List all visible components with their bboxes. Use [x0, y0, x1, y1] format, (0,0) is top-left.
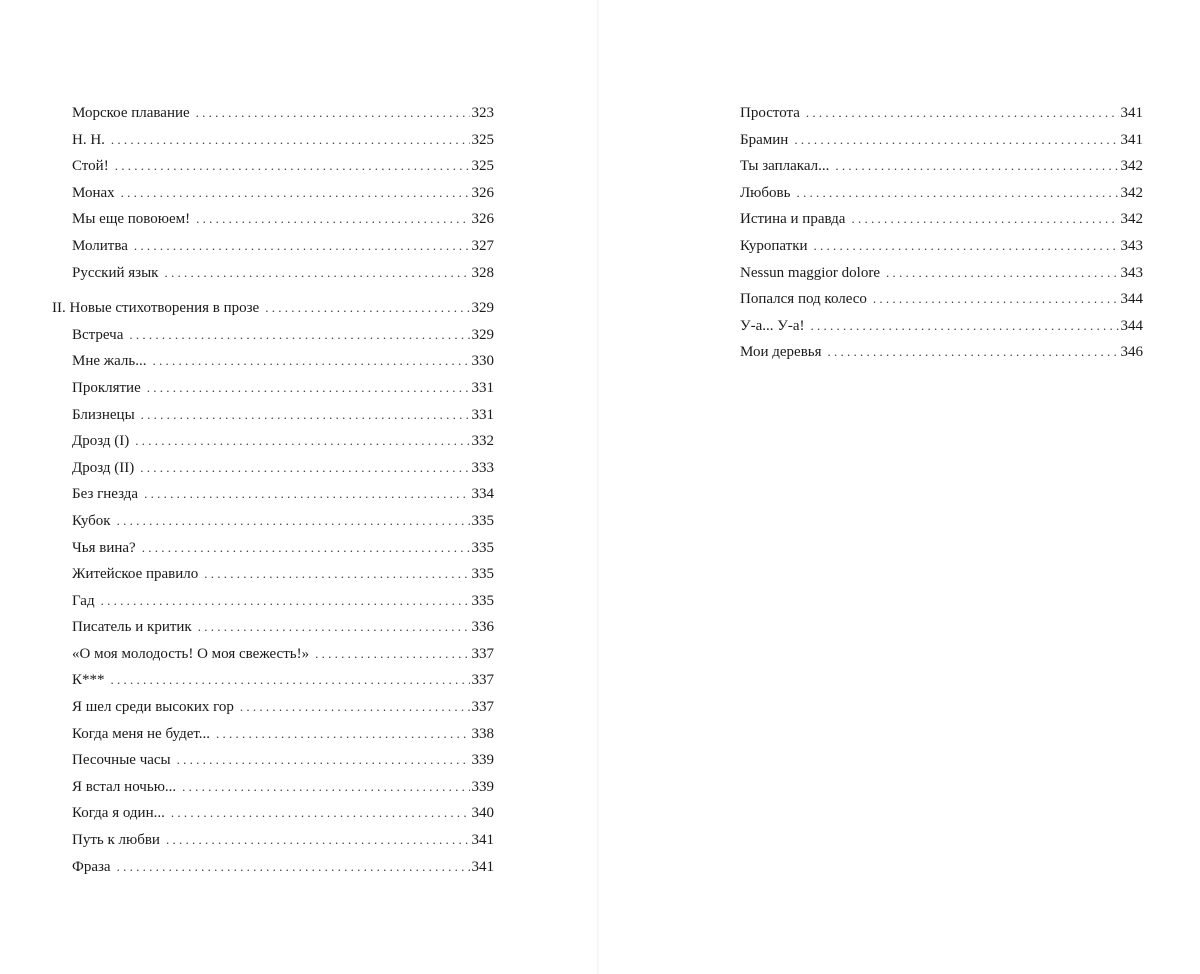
- toc-entry: [52, 233, 494, 260]
- toc-entry: [52, 774, 494, 801]
- toc-entry-title: Когда меня не будет...: [72, 725, 211, 742]
- toc-entry: [720, 100, 1143, 127]
- toc-dot-leader: [216, 721, 470, 748]
- toc-dot-leader: [182, 774, 470, 801]
- toc-dot-leader: [796, 180, 1119, 207]
- toc-entry: [52, 588, 494, 615]
- toc-dot-leader: [115, 153, 470, 180]
- toc-entry: [52, 535, 494, 562]
- toc-entry: [52, 800, 494, 827]
- toc-entry-title: Мне жаль...: [72, 353, 147, 370]
- right-page-toc: [720, 100, 1143, 366]
- toc-dot-leader: [265, 295, 470, 322]
- toc-entry-page-number: 329: [471, 300, 494, 317]
- toc-entry-title: Встреча: [72, 326, 124, 343]
- left-page-toc: [52, 100, 494, 880]
- toc-entry-page-number: 340: [471, 805, 494, 822]
- toc-entry-title: II. Новые стихотворения в прозе: [52, 300, 260, 317]
- toc-dot-leader: [851, 206, 1119, 233]
- toc-dot-leader: [886, 260, 1119, 287]
- toc-dot-leader: [135, 428, 470, 455]
- toc-entry: [720, 339, 1143, 366]
- toc-entry-page-number: 329: [471, 326, 494, 343]
- toc-dot-leader: [171, 800, 470, 827]
- toc-entry-title: Брамин: [740, 131, 789, 148]
- toc-entry: [52, 100, 494, 127]
- toc-entry-title: Я встал ночью...: [72, 778, 177, 795]
- toc-dot-leader: [144, 481, 470, 508]
- toc-dot-leader: [204, 561, 470, 588]
- toc-entry-page-number: 342: [1120, 211, 1143, 228]
- toc-entry-page-number: 326: [471, 184, 494, 201]
- toc-entry-title: Проклятие: [72, 379, 141, 396]
- toc-dot-leader: [166, 827, 470, 854]
- toc-entry-page-number: 328: [471, 264, 494, 281]
- toc-dot-leader: [117, 854, 470, 881]
- toc-entry-page-number: 335: [471, 539, 494, 556]
- toc-entry: [52, 153, 494, 180]
- toc-entry-title: Дрозд (I): [72, 433, 130, 450]
- toc-entry-page-number: 331: [471, 379, 494, 396]
- toc-entry: [52, 827, 494, 854]
- toc-dot-leader: [240, 694, 470, 721]
- page-gutter: [597, 0, 599, 974]
- toc-entry-title: Истина и правда: [740, 211, 846, 228]
- toc-entry: [52, 641, 494, 668]
- toc-entry-page-number: 341: [471, 832, 494, 849]
- toc-dot-leader: [835, 153, 1119, 180]
- toc-entry-page-number: 338: [471, 725, 494, 742]
- toc-entry-title: К***: [72, 672, 105, 689]
- toc-entry-page-number: 343: [1120, 237, 1143, 254]
- toc-dot-leader: [121, 180, 470, 207]
- toc-entry-page-number: 332: [471, 433, 494, 450]
- toc-entry-page-number: 325: [471, 131, 494, 148]
- toc-entry-title: Дрозд (II): [72, 459, 135, 476]
- toc-entry-title: Ты заплакал...: [740, 158, 830, 175]
- toc-entry-page-number: 339: [471, 778, 494, 795]
- toc-entry-page-number: 331: [471, 406, 494, 423]
- toc-dot-leader: [198, 614, 470, 641]
- toc-entry: [52, 721, 494, 748]
- toc-dot-leader: [111, 667, 470, 694]
- toc-entry: [52, 375, 494, 402]
- toc-dot-leader: [141, 402, 470, 429]
- toc-entry-page-number: 326: [471, 211, 494, 228]
- toc-entry-title: Морское плавание: [72, 105, 190, 121]
- toc-dot-leader: [164, 260, 470, 287]
- toc-dot-leader: [315, 641, 470, 668]
- toc-entry-page-number: 327: [471, 237, 494, 254]
- toc-entry: [720, 286, 1143, 313]
- toc-entry-title: Когда я один...: [72, 805, 165, 822]
- toc-entry-title: Монах: [72, 184, 115, 201]
- toc-entry-title: Мои деревья: [740, 344, 822, 361]
- toc-entry: [52, 348, 494, 375]
- toc-entry-page-number: 341: [1120, 131, 1143, 148]
- toc-entry-title: Кубок: [72, 512, 111, 529]
- toc-dot-leader: [196, 100, 470, 127]
- toc-entry-page-number: 323: [471, 105, 494, 121]
- toc-entry: [720, 153, 1143, 180]
- toc-entry-page-number: 335: [471, 592, 494, 609]
- toc-dot-leader: [142, 535, 470, 562]
- toc-entry-title: Простота: [740, 105, 800, 121]
- toc-entry: [52, 180, 494, 207]
- toc-dot-leader: [129, 322, 470, 349]
- toc-entry-title: Без гнезда: [72, 486, 139, 503]
- toc-entry-page-number: 341: [1120, 105, 1143, 121]
- toc-entry-page-number: 343: [1120, 264, 1143, 281]
- toc-entry-page-number: 334: [471, 486, 494, 503]
- toc-entry-page-number: 342: [1120, 158, 1143, 175]
- toc-entry-page-number: 330: [471, 353, 494, 370]
- toc-entry-title: Житейское правило: [72, 566, 199, 583]
- toc-section-heading: [52, 295, 494, 322]
- toc-entry: [720, 180, 1143, 207]
- toc-dot-leader: [147, 375, 470, 402]
- toc-entry-page-number: 337: [471, 699, 494, 716]
- toc-entry-title: У-а... У-а!: [740, 317, 805, 334]
- toc-entry: [52, 561, 494, 588]
- toc-dot-leader: [140, 455, 470, 482]
- toc-dot-leader: [828, 339, 1119, 366]
- toc-entry-page-number: 335: [471, 566, 494, 583]
- toc-entry-page-number: 342: [1120, 184, 1143, 201]
- toc-entry-title: Молитва: [72, 237, 128, 254]
- toc-entry-page-number: 335: [471, 512, 494, 529]
- toc-entry: [52, 747, 494, 774]
- toc-dot-leader: [811, 313, 1119, 340]
- toc-dot-leader: [111, 127, 470, 154]
- toc-entry-page-number: 339: [471, 752, 494, 769]
- toc-entry: [52, 455, 494, 482]
- toc-entry-title: Русский язык: [72, 264, 159, 281]
- toc-entry-title: Близнецы: [72, 406, 135, 423]
- toc-entry: [52, 481, 494, 508]
- toc-dot-leader: [134, 233, 470, 260]
- toc-entry: [52, 428, 494, 455]
- toc-dot-leader: [153, 348, 470, 375]
- toc-entry-page-number: 337: [471, 672, 494, 689]
- toc-entry: [52, 854, 494, 881]
- toc-entry-title: Мы еще повоюем!: [72, 211, 191, 228]
- toc-entry: [720, 313, 1143, 340]
- toc-entry-title: Я шел среди высоких гор: [72, 699, 234, 716]
- toc-entry-title: Стой!: [72, 158, 109, 175]
- toc-entry-title: «О моя молодость! О моя свежесть!»: [72, 645, 310, 662]
- toc-entry: [720, 233, 1143, 260]
- toc-dot-leader: [196, 206, 470, 233]
- toc-dot-leader: [177, 747, 470, 774]
- toc-entry-title: Фраза: [72, 858, 111, 875]
- toc-entry-page-number: 346: [1120, 344, 1143, 361]
- toc-entry-title: Гад: [72, 592, 95, 609]
- toc-dot-leader: [814, 233, 1119, 260]
- toc-dot-leader: [794, 127, 1119, 154]
- toc-entry: [52, 322, 494, 349]
- toc-entry-page-number: 337: [471, 645, 494, 662]
- toc-dot-leader: [806, 100, 1119, 127]
- toc-entry-title: Чья вина?: [72, 539, 136, 556]
- toc-entry-page-number: 344: [1120, 291, 1143, 308]
- toc-dot-leader: [873, 286, 1119, 313]
- toc-entry-page-number: 336: [471, 619, 494, 636]
- toc-entry: [52, 260, 494, 287]
- toc-entry-title: Песочные часы: [72, 752, 171, 769]
- toc-entry: [52, 127, 494, 154]
- toc-entry: [720, 127, 1143, 154]
- toc-entry-title: Писатель и критик: [72, 619, 192, 636]
- toc-entry: [720, 260, 1143, 287]
- toc-entry-title: Н. Н.: [72, 131, 105, 148]
- toc-entry-page-number: 341: [471, 858, 494, 875]
- toc-entry-page-number: 325: [471, 158, 494, 175]
- toc-entry: [52, 694, 494, 721]
- toc-entry: [720, 206, 1143, 233]
- toc-entry-page-number: 344: [1120, 317, 1143, 334]
- toc-entry-title: Путь к любви: [72, 832, 160, 849]
- toc-dot-leader: [101, 588, 470, 615]
- toc-entry-title: Nessun maggior dolore: [740, 264, 880, 281]
- toc-entry: [52, 508, 494, 535]
- toc-entry: [52, 402, 494, 429]
- toc-entry: [52, 614, 494, 641]
- toc-entry-title: Куропатки: [740, 237, 808, 254]
- toc-entry: [52, 206, 494, 233]
- toc-entry-page-number: 333: [471, 459, 494, 476]
- toc-dot-leader: [117, 508, 470, 535]
- toc-entry: [52, 667, 494, 694]
- toc-entry-title: Любовь: [740, 184, 791, 201]
- toc-entry-title: Попался под колесо: [740, 291, 867, 308]
